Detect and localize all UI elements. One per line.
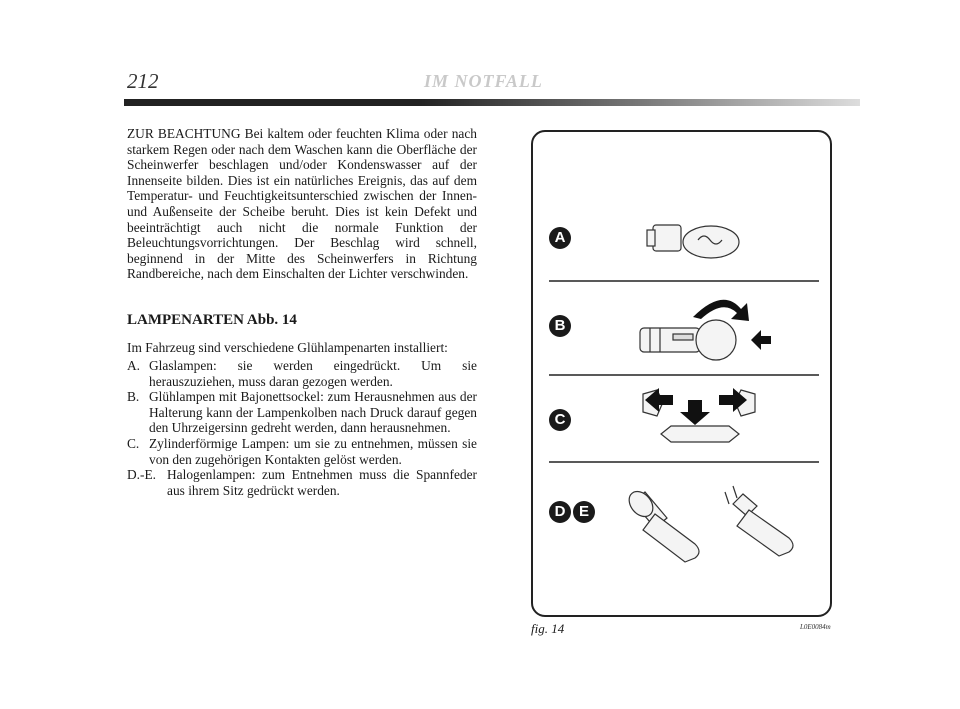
down-arrow-icon (680, 400, 710, 425)
header-rule (124, 99, 860, 106)
label-d-badge: D (549, 501, 571, 523)
list-item-text: Halogenlampen: zum Entnehmen muss die Spannfeder aus ihrem Sitz gedrückt werden. (167, 467, 477, 498)
figure-panel (531, 130, 832, 617)
list-item-text: Glaslampen: sie werden eingedrückt. Um sie herauszuziehen, muss daran gezogen werden. (149, 358, 477, 389)
lamp-type-list (127, 358, 477, 498)
figure-code: L0E0084m (800, 623, 831, 631)
bayonet-lamp-icon (640, 320, 736, 360)
figure-caption: fig. 14 (531, 621, 565, 636)
section-title: IM NOTFALL (424, 71, 543, 91)
rotate-arrow-icon (693, 300, 749, 321)
label-a-badge: A (549, 227, 571, 249)
list-item-key: A. (127, 358, 141, 373)
list-item-key: D.-E. (127, 467, 157, 483)
label-e-badge: E (573, 501, 595, 523)
note-text: ZUR BEACHTUNG Bei kaltem oder feuchten Klima oder nach starkem Regen oder nach dem Waschen kann die Oberfläche der Scheinwerfer beschlagen und/oder Kondenswasser auf der Innenseite bilden. Dies ist ein natürliches Ereignis, das auf dem Temperatur- und Feuchtigkeitsunterschied zwischen der Innen- und Außenseite der Scheibe beruht. Dies ist kein Defekt und beeinträchtigt auch nicht die normale Funktion der Beleuchtungsvorrichtungen. Der Beschlag wird schnell, beginnend in der Mitte des Scheinwerfers in Richtung Randbereiche, nach dem Einschalten der Lichter verschwinden. (127, 126, 477, 282)
halogen-lamp-icon (624, 487, 699, 562)
label-b-badge: B (549, 315, 571, 337)
page-number: 212 (127, 69, 159, 93)
section-heading: LAMPENARTEN Abb. 14 (127, 312, 297, 328)
list-item (127, 389, 477, 436)
list-item (127, 467, 477, 498)
section-intro: Im Fahrzeug sind verschiedene Glühlampenarten installiert: (127, 340, 448, 355)
lamp-illustration (533, 132, 834, 619)
list-item-text: Glühlampen mit Bajonettsockel: zum Herausnehmen aus der Halterung kann der Lampenkolben nach Druck darauf gegen den Uhrzeigersinn gedreht werden, dann herausnehmen. (149, 389, 477, 436)
label-c-badge: C (549, 409, 571, 431)
list-item-key: C. (127, 435, 140, 451)
halogen-lamp-icon (725, 486, 793, 556)
glass-lamp-icon (647, 225, 739, 258)
note-paragraph (127, 126, 477, 282)
list-item (127, 358, 477, 389)
list-item (127, 436, 477, 467)
list-item-key: B. (127, 389, 140, 405)
push-arrow-icon (751, 330, 771, 350)
list-item-text: Zylinderförmige Lampen: um sie zu entnehmen, müssen sie von den zugehörigen Kontakten gelöst werden. (149, 435, 477, 467)
